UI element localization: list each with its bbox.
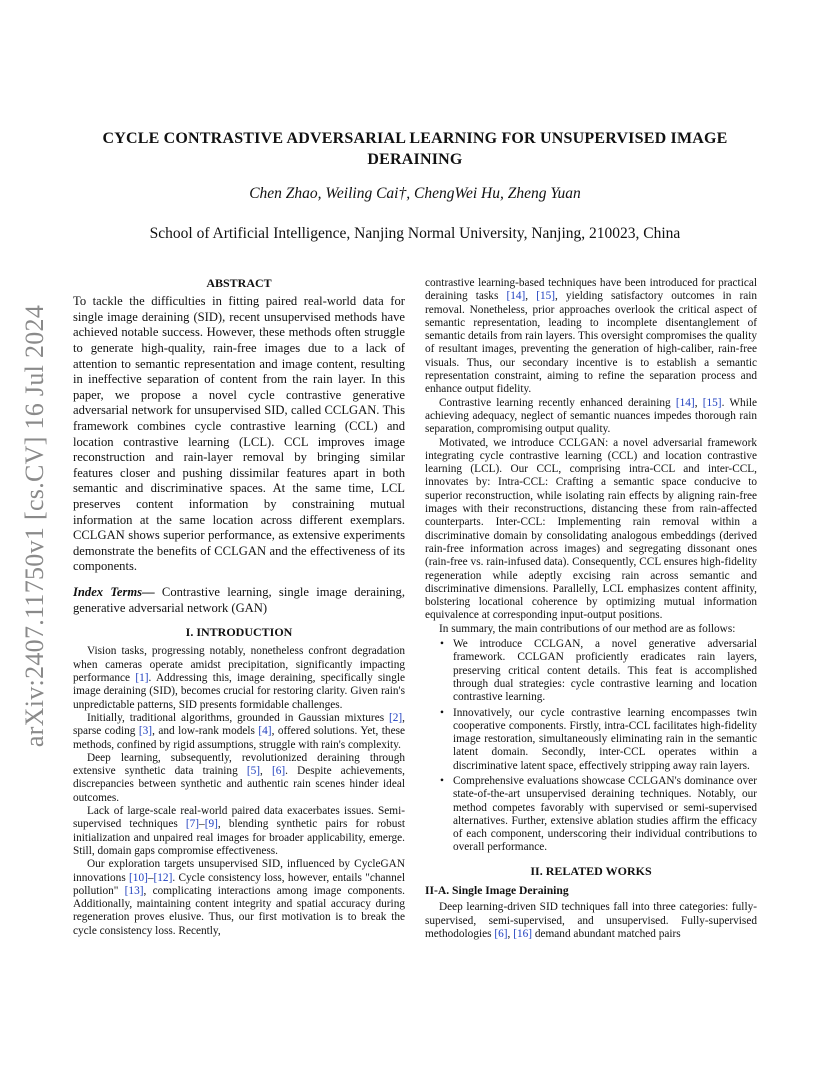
citation-link[interactable]: [12] bbox=[153, 871, 173, 884]
citation-link[interactable]: [6] bbox=[494, 927, 508, 940]
related-works-paragraph: Deep learning-driven SID techniques fall into three categories: fully-supervised, semi-supervised, and unsupervised. Fully-supervised methodologies [6], [16] demand abundant matched pairs bbox=[425, 901, 757, 940]
affiliation: School of Artificial Intelligence, Nanjing Normal University, Nanjing, 210023, China bbox=[149, 225, 681, 242]
citation-link[interactable]: [1] bbox=[135, 672, 149, 685]
arxiv-id-text: arXiv:2407.11750v1 [cs.CV] 16 Jul 2024 bbox=[20, 304, 49, 748]
citation-link[interactable]: [14] bbox=[675, 396, 695, 409]
bullet-icon: • bbox=[440, 706, 444, 719]
right-column bbox=[425, 277, 757, 941]
citation-link[interactable]: [2] bbox=[388, 711, 403, 724]
citation-link[interactable]: [7] bbox=[185, 818, 200, 831]
intro-paragraph: Initially, traditional algorithms, grounded in Gaussian mixtures [2], sparse coding [3], and low-rank models [4], offered solutions. Yet, these methods, confined by rigid assumptions, struggle with rain's complexity. bbox=[73, 711, 405, 751]
citation-link[interactable]: [16] bbox=[513, 927, 533, 940]
citation-link[interactable]: [5] bbox=[246, 765, 261, 778]
author-list: Chen Zhao, Weiling Cai†, ChengWei Hu, Zheng Yuan bbox=[249, 185, 581, 202]
contribution-item bbox=[425, 638, 757, 704]
intro-paragraph: Vision tasks, progressing notably, nonetheless confront degradation when cameras operate amidst precipitation, significantly impacting performance [1]. Addressing this, image deraining, specifically single image deraining (SID), becomes crucial for restoring clarity. Given rain's unpredictable patterns, SID presents formidable challenges. bbox=[73, 645, 406, 711]
intro-paragraph: contrastive learning-based techniques have been introduced for practical deraining tasks [14], [15], yielding satisfactory outcomes in rain removal. Nonetheless, prior approaches overlook the critical aspect of semantic representation, leading to incomplete disentanglement of semantic details from rain layers. This oversight compromises the quality of resultant images, preventing the generation of high-caliber, rain-free visuals. Thus, our secondary incentive is to establish a semantic representation constraint, aiming to refine the separation process and enhance output fidelity. bbox=[425, 277, 758, 396]
intro-paragraph: Our exploration targets unsupervised SID, influenced by CycleGAN innovations [10]–[12]. Cycle consistency loss, however, entails "channel pollution" [13], complicating interactions among image components. Additionally, maintaining content integrity and spatial accuracy during regeneration proves elusive. Thus, our first motivation is to break the cycle consistency loss. Recently, bbox=[73, 858, 406, 937]
intro-paragraph: Contrastive learning recently enhanced deraining [14], [15]. While achieving adequacy, neglect of semantic nuances impedes thorough rain separation, compromising output quality. bbox=[425, 396, 757, 436]
citation-link[interactable]: [6] bbox=[271, 765, 286, 778]
contribution-text: Comprehensive evaluations showcase CCLGAN's dominance over state-of-the-art unsupervised deraining techniques. Notably, our method competes favorably with supervised or semi-supervised alternatives. Further, extensive ablation studies affirm the efficacy of each component, underscoring their individual contributions to overall performance. bbox=[453, 774, 757, 854]
intro-paragraph: Motivated, we introduce CCLGAN: a novel adversarial framework integrating cycle contrastive learning (CCL) and location contrastive learning (LCL). Our CCL, comprising intra-CCL and inter-CCL, innovates by: Intra-CCL: Crafting a semantic space conducive to superior reconstruction, while isolating rain effects by aligning rain-free images with their reconstructions, distancing these from rain-affected counterparts. Inter-CCL: Implementing rain removal within a discriminative domain by consolidating analogous embeddings (derived rain-free information across images) and segregating dissonant ones (rain-free vs. rain-infused data). Consequently, CCL ensures high-fidelity regeneration while adeptly excising rain across semantic and discriminative dimensions. Parallelly, LCL emphasizes content affinity, bolstering locational coherence by optimizing mutual information equivalence at corresponding input-output positions. bbox=[425, 436, 757, 622]
abstract-heading: ABSTRACT bbox=[206, 276, 272, 290]
arxiv-identifier-stamp bbox=[14, 296, 56, 756]
citation-link[interactable]: [9] bbox=[204, 818, 218, 831]
contribution-text: Innovatively, our cycle contrastive learning encompasses twin cooperative components. Firstly, intra-CCL facilitates high-fidelity image restoration, simultaneously eliminating rain in the semantic latent domain. Secondly, inter-CCL operates within a discriminative latent space, effectively stripping away rain layers. bbox=[453, 706, 757, 772]
citation-link[interactable]: [3] bbox=[138, 725, 153, 738]
bullet-icon: • bbox=[440, 638, 444, 651]
left-column bbox=[73, 277, 405, 938]
section-heading-related-works: II. RELATED WORKS bbox=[530, 863, 652, 878]
citation-link[interactable]: [15] bbox=[536, 290, 556, 303]
introduction-body bbox=[73, 645, 405, 938]
index-terms bbox=[73, 585, 405, 616]
contribution-text: We introduce CCLGAN, a novel generative adversarial framework. CCLGAN proficiently eradicates rain layers, preserving critical content details. This feat is accomplished through dual strategies: cycle contrastive learning and location contrastive learning. bbox=[453, 638, 757, 704]
citation-link[interactable]: [10] bbox=[129, 871, 148, 884]
citation-link[interactable]: [15] bbox=[702, 396, 722, 409]
contribution-item bbox=[425, 775, 757, 855]
citation-link[interactable]: [4] bbox=[258, 725, 272, 738]
subsection-heading-single-image-deraining: II-A. Single Image Deraining bbox=[425, 884, 569, 898]
introduction-body-continued bbox=[425, 277, 757, 636]
section-heading-introduction: I. INTRODUCTION bbox=[185, 625, 293, 640]
intro-paragraph: In summary, the main contributions of our method are as follows: bbox=[439, 622, 736, 635]
intro-paragraph: Lack of large-scale real-world paired data exacerbates issues. Semi-supervised techniques [7]–[9], blending synthetic pairs for robust initialization and unpaired real images for broader applicability, emerge. Still, domain gaps compromise effectiveness. bbox=[73, 805, 405, 857]
intro-paragraph: Deep learning, subsequently, revolutionized deraining through extensive synthetic data training [5], [6]. Despite achievements, discrepancies between synthetic and authentic rain scenes hinder ideal outcomes. bbox=[73, 751, 405, 804]
citation-link[interactable]: [13] bbox=[124, 884, 144, 897]
bullet-icon: • bbox=[440, 774, 444, 787]
abstract-text: To tackle the difficulties in fitting paired real-world data for single image deraining (SID), recent unsupervised methods have achieved notable success. However, these methods often struggle to generate high-quality, rain-free images due to a lack of attention to semantic representation and image content, resulting in ineffective separation of content from the rain layer. In this paper, we propose a novel cycle contrastive generative adversarial network for unsupervised SID, called CCLGAN. This framework combines cycle contrastive learning (CCL) and location contrastive learning (LCL). CCL improves image reconstruction and rain-layer removal by bringing similar features closer and pushing dissimilar features apart in both semantic and discriminative spaces. At the same time, LCL preserves content information by constraining mutual information at the same location across different exemplars. CCLGAN shows superior performance, as extensive experiments demonstrate the benefits of CCLGAN and the effectiveness of its components. bbox=[73, 294, 405, 574]
index-terms-text: Contrastive learning, single image deraining, generative adversarial network (GAN) bbox=[73, 584, 405, 615]
citation-link[interactable]: [14] bbox=[506, 290, 526, 303]
index-terms-label: Index Terms— bbox=[73, 584, 155, 599]
contributions-list bbox=[425, 638, 757, 855]
contribution-item bbox=[425, 707, 757, 773]
paper-title: CYCLE CONTRASTIVE ADVERSARIAL LEARNING FOR UNSUPERVISED IMAGE DERAINING bbox=[102, 130, 728, 168]
